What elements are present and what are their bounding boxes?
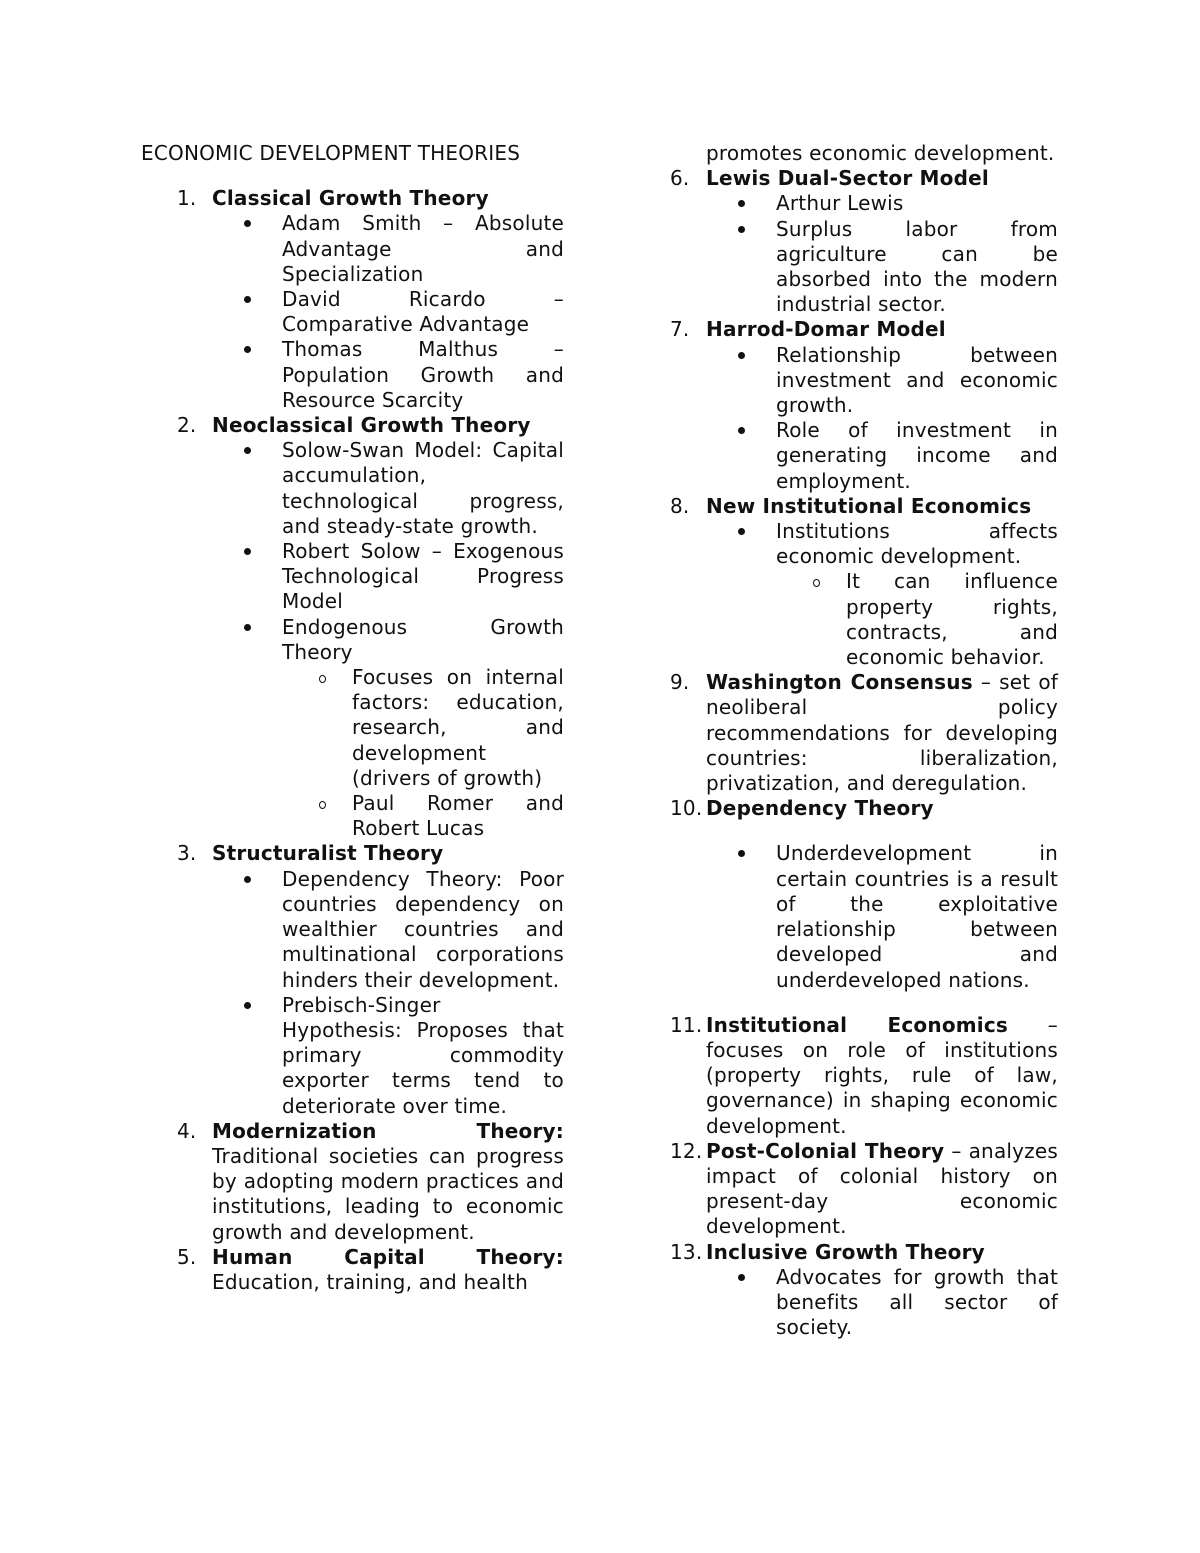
bullet-icon	[244, 346, 251, 353]
bullet-text: David Ricardo – Comparative Advantage	[282, 287, 564, 337]
bullet-icon	[244, 296, 251, 303]
theory-item	[670, 1240, 1058, 1341]
bullet-item	[282, 287, 564, 337]
bullet-text: Dependency Theory: Poor countries dependency on wealthier countries and multinational corporations hinders their development.	[282, 866, 564, 992]
theory-item	[670, 166, 1058, 317]
bullet-icon	[738, 1274, 745, 1281]
bullet-icon	[244, 447, 251, 454]
item-number: 9.	[670, 670, 690, 695]
title-spacer	[141, 166, 564, 186]
item-description: – analyzes impact of colonial history on present-day economic development.	[706, 1138, 1059, 1239]
item-heading-line	[212, 1245, 564, 1295]
item-heading: Modernization Theory:	[212, 1118, 564, 1143]
item-heading-line	[706, 796, 1058, 821]
bullet-text: Institutions affects economic development.	[776, 519, 1058, 569]
bullet-list	[212, 211, 564, 413]
bullet-list	[212, 438, 564, 841]
bullet-text: Relationship between investment and economic growth.	[776, 342, 1058, 418]
item-heading: Inclusive Growth Theory	[706, 1239, 985, 1264]
continuation-paragraph	[670, 141, 1058, 166]
theory-item	[141, 841, 564, 1118]
item-number: 5.	[177, 1244, 197, 1269]
bullet-list	[706, 519, 1058, 670]
item-heading-line	[212, 1119, 564, 1245]
bullet-icon	[738, 226, 745, 233]
item-number: 4.	[177, 1118, 197, 1143]
sub-bullet-item	[846, 569, 1058, 670]
theory-item	[670, 1139, 1058, 1240]
bullet-icon	[738, 352, 745, 359]
bullet-list	[706, 841, 1058, 992]
theory-item	[670, 317, 1058, 493]
theory-item	[670, 796, 1058, 1012]
item-number: 8.	[670, 493, 690, 518]
item-heading: Harrod-Domar Model	[706, 317, 946, 342]
bullet-item	[282, 211, 564, 287]
bullet-item	[282, 337, 564, 413]
bullet-list	[706, 1265, 1058, 1341]
bullet-item	[776, 191, 1058, 216]
bullet-text: Adam Smith – Absolute Advantage and Specialization	[282, 211, 564, 286]
item-number: 11.	[670, 1012, 703, 1037]
item-number: 10.	[670, 796, 703, 821]
bullet-icon	[738, 200, 745, 207]
bullet-item	[776, 217, 1058, 318]
item-heading: Neoclassical Growth Theory	[212, 413, 531, 438]
bullet-list	[706, 191, 1058, 317]
theory-list-left	[141, 186, 564, 1295]
item-heading-line	[212, 186, 564, 211]
bullet-text: Prebisch-Singer Hypothesis: Proposes that primary commodity exporter terms tend to deteriorate over time.	[282, 992, 564, 1118]
item-heading: Human Capital Theory:	[212, 1244, 564, 1269]
bullet-text: Role of investment in generating income and employment.	[776, 418, 1058, 493]
bullet-text: Thomas Malthus – Population Growth and Resource Scarcity	[282, 337, 564, 412]
bullet-item	[282, 615, 564, 842]
item-description: Education, training, and health	[212, 1269, 528, 1294]
item-heading: Dependency Theory	[706, 796, 934, 821]
bullet-item	[282, 993, 564, 1119]
item-heading-line	[706, 670, 1058, 796]
bullet-list	[706, 343, 1058, 494]
item-heading-line	[706, 1013, 1058, 1139]
item-number: 12.	[670, 1138, 703, 1163]
bullet-icon	[244, 548, 251, 555]
bullet-item	[776, 1265, 1058, 1341]
bullet-icon	[738, 528, 745, 535]
bullet-icon	[738, 850, 745, 857]
bullet-text: Underdevelopment in certain countries is a result of the exploitative relationship between developed and underdeveloped nations.	[776, 841, 1058, 992]
sub-bullet-item	[352, 791, 564, 841]
bullet-text: Surplus labor from agriculture can be absorbed into the modern industrial sector.	[776, 216, 1058, 317]
spacer	[706, 821, 1058, 841]
item-heading-line	[706, 494, 1058, 519]
item-number: 3.	[177, 841, 197, 866]
bullet-icon	[244, 876, 251, 883]
item-heading: Lewis Dual-Sector Model	[706, 166, 989, 191]
item-heading-line	[212, 413, 564, 438]
theory-item	[670, 494, 1058, 670]
item-description: Traditional societies can progress by adopting modern practices and institutions, leading to economic growth and development.	[212, 1143, 564, 1244]
spacer	[706, 993, 1058, 1013]
item-heading-line	[706, 166, 1058, 191]
theory-item	[670, 1013, 1058, 1139]
item-heading: Institutional Economics	[706, 1012, 1009, 1037]
sub-bullet-text: Focuses on internal factors: education, research, and development (drivers of growth)	[352, 665, 564, 790]
item-heading-line	[706, 317, 1058, 342]
sub-bullet-item	[352, 665, 564, 791]
circle-bullet-icon	[319, 801, 326, 809]
item-heading-line	[212, 841, 564, 866]
left-column	[141, 141, 564, 1295]
theory-item	[670, 670, 1058, 796]
item-heading: Post-Colonial Theory	[706, 1138, 945, 1163]
item-number: 7.	[670, 317, 690, 342]
bullet-list	[212, 867, 564, 1119]
bullet-item	[776, 841, 1058, 992]
item-description: – set of neoliberal policy recommendations for developing countries: liberalization, privatization, and deregulation.	[706, 670, 1059, 796]
bullet-text: Endogenous Growth Theory	[282, 614, 564, 664]
theory-item	[141, 186, 564, 413]
bullet-item	[282, 867, 564, 993]
item-heading: New Institutional Economics	[706, 493, 1032, 518]
bullet-text: Arthur Lewis	[776, 191, 904, 216]
bullet-item	[282, 438, 564, 539]
bullet-item	[776, 343, 1058, 419]
item-number: 13.	[670, 1239, 703, 1264]
circle-bullet-icon	[813, 579, 820, 587]
bullet-item	[776, 418, 1058, 494]
bullet-icon	[738, 427, 745, 434]
bullet-icon	[244, 1002, 251, 1009]
sub-bullet-text: It can influence property rights, contracts, and economic behavior.	[846, 569, 1058, 670]
item-description: – focuses on role of institutions (property rights, rule of law, governance) in shaping economic development.	[706, 1012, 1058, 1138]
bullet-text: Robert Solow – Exogenous Technological Progress Model	[282, 539, 564, 614]
bullet-icon	[244, 624, 251, 631]
bullet-text: Solow-Swan Model: Capital accumulation, technological progress, and steady-state growth.	[282, 438, 564, 538]
document-title: ECONOMIC DEVELOPMENT THEORIES	[141, 141, 521, 165]
item-heading: Washington Consensus	[706, 670, 973, 695]
sub-bullet-list	[776, 569, 1058, 670]
theory-list-right	[670, 166, 1058, 1340]
continuation-text: promotes economic development.	[706, 141, 1055, 165]
right-column	[670, 141, 1058, 1340]
item-heading-line	[706, 1240, 1058, 1265]
theory-item	[141, 413, 564, 841]
sub-bullet-list	[282, 665, 564, 841]
bullet-item	[776, 519, 1058, 670]
circle-bullet-icon	[319, 675, 326, 683]
item-heading: Structuralist Theory	[212, 841, 444, 866]
bullet-text: Advocates for growth that benefits all sector of society.	[776, 1264, 1058, 1340]
theory-item	[141, 1245, 564, 1295]
bullet-icon	[244, 220, 251, 227]
sub-bullet-text: Paul Romer and Robert Lucas	[352, 791, 564, 841]
theory-item	[141, 1119, 564, 1245]
item-number: 1.	[177, 186, 197, 211]
item-number: 2.	[177, 413, 197, 438]
item-number: 6.	[670, 166, 690, 191]
item-heading: Classical Growth Theory	[212, 186, 489, 211]
bullet-item	[282, 539, 564, 615]
item-heading-line	[706, 1139, 1058, 1240]
